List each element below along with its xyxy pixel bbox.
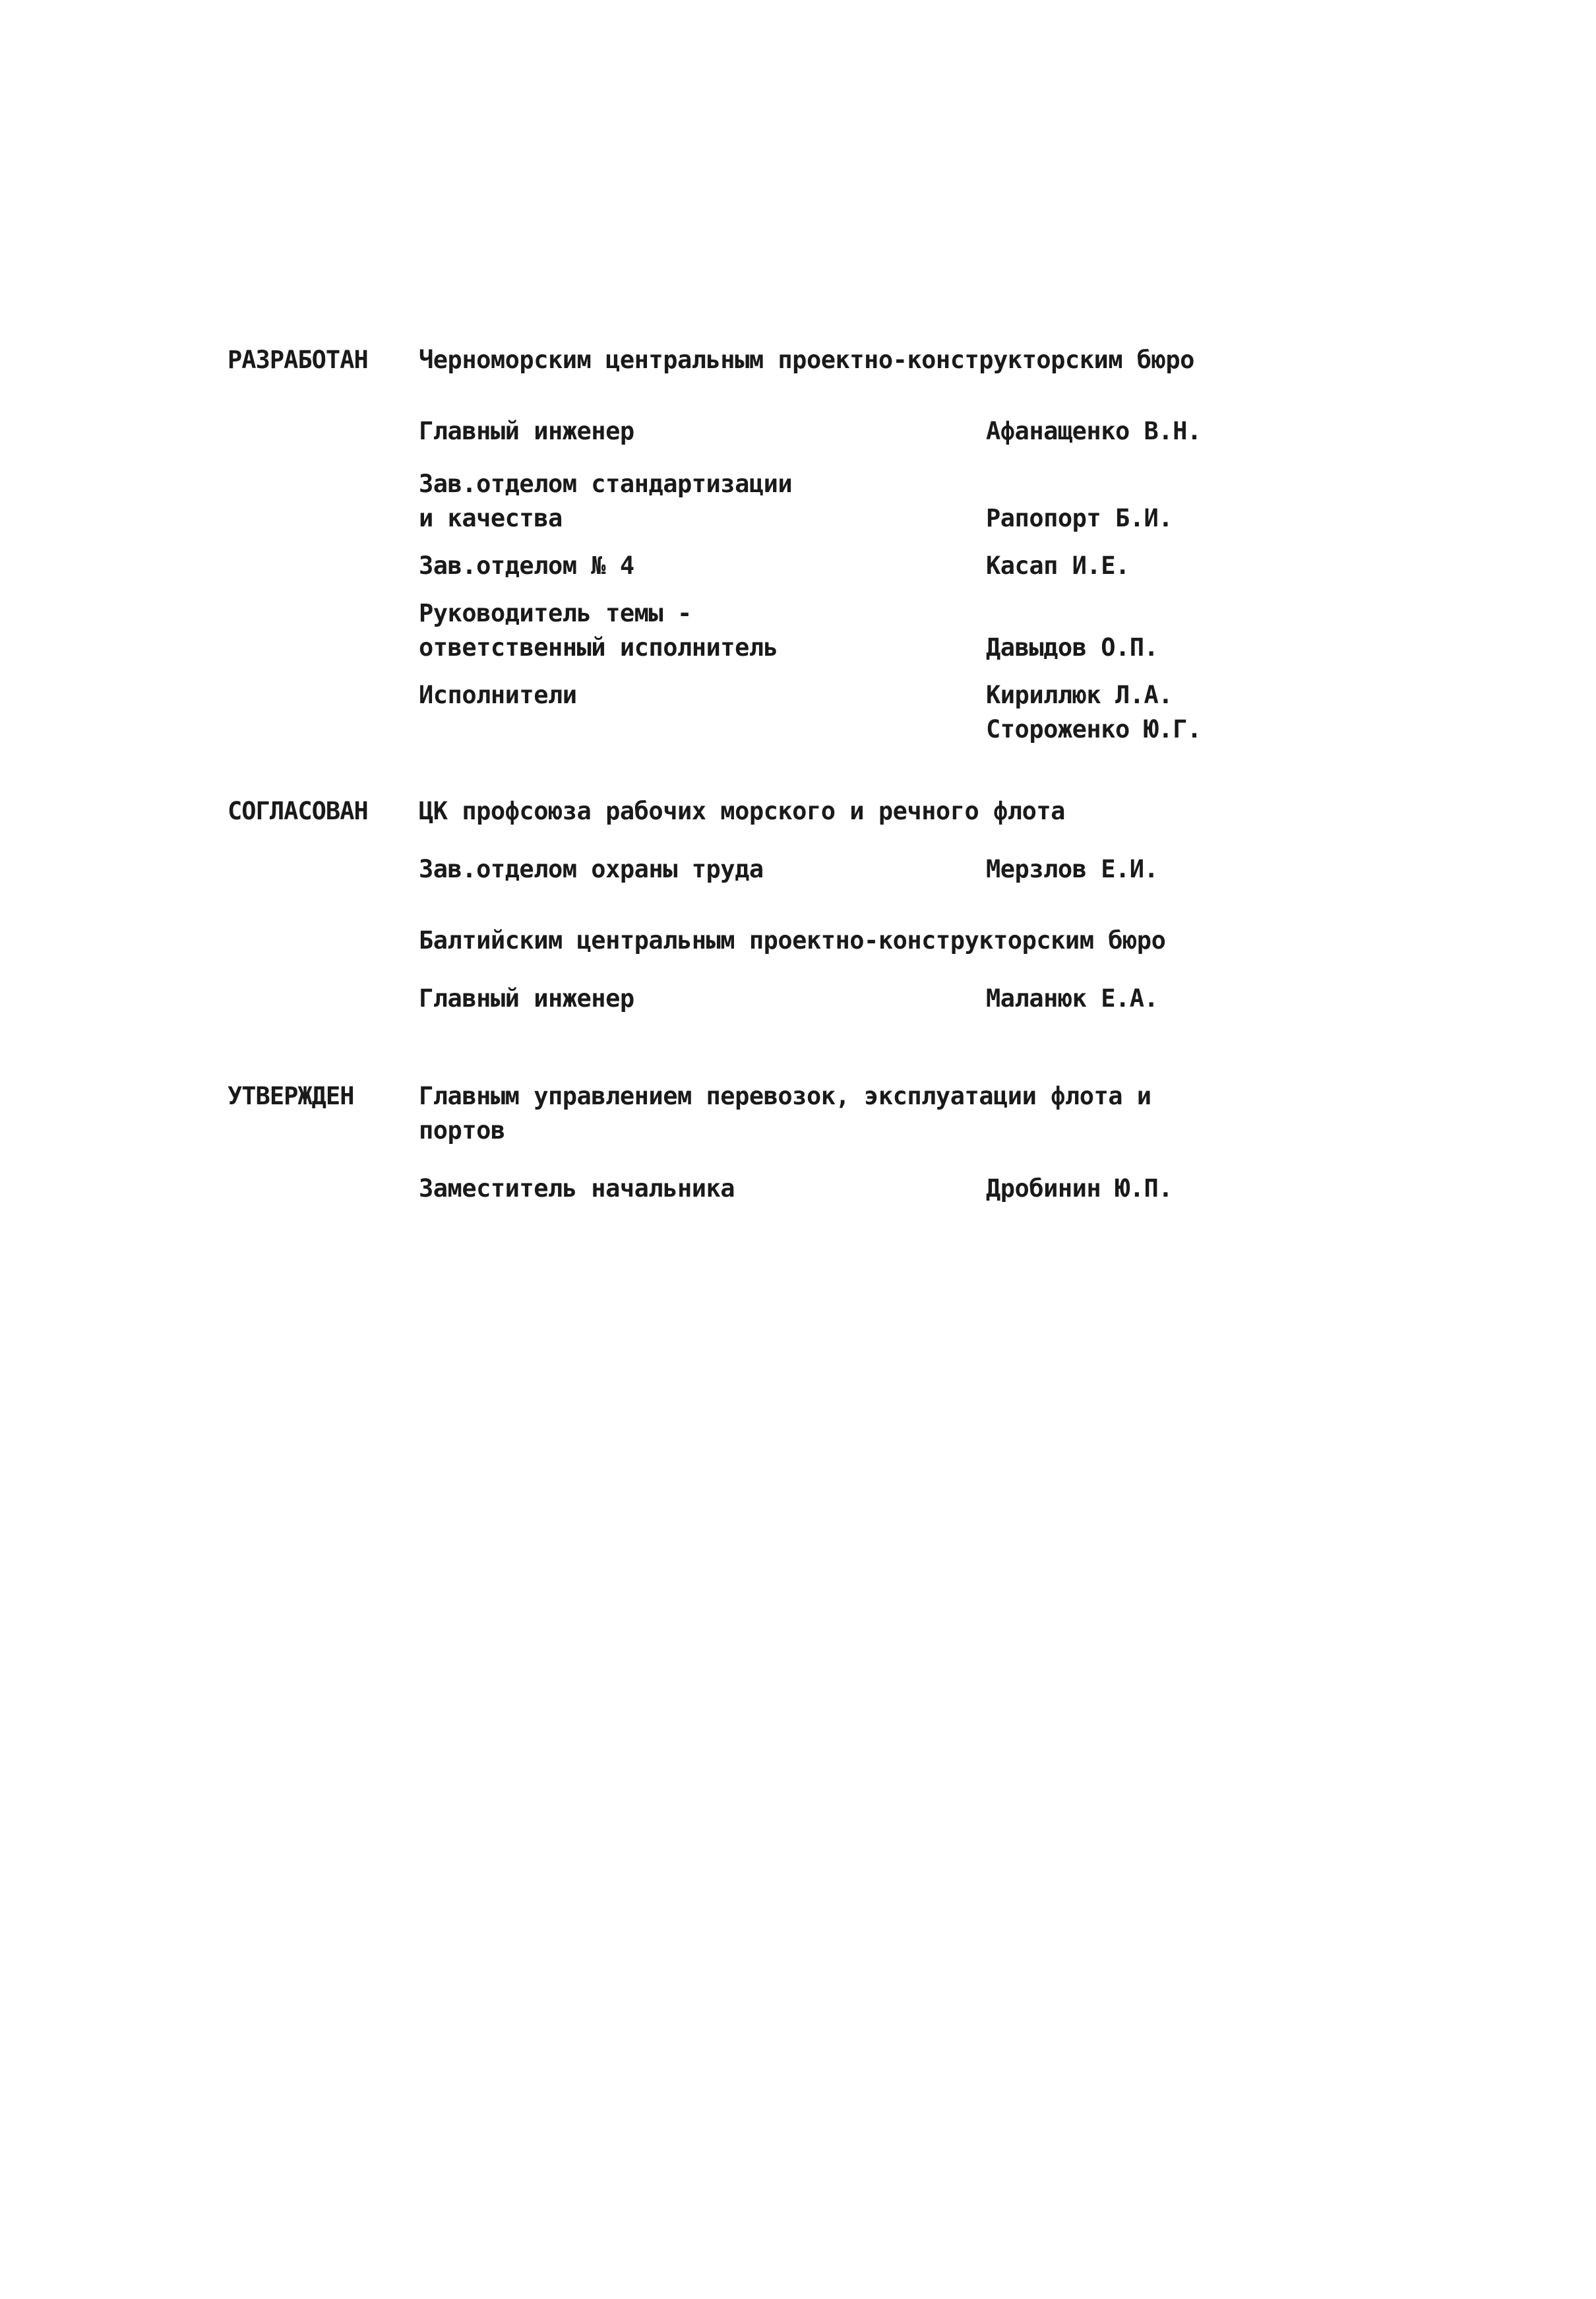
- role-title: Исполнители: [419, 681, 577, 709]
- signature-row: [419, 467, 1256, 536]
- role-title: Руководитель темы - ответственный исполнитель: [419, 599, 778, 662]
- role-title: Зав.отделом охраны труда: [419, 855, 764, 883]
- signature-row: [419, 596, 1256, 665]
- person-name: Рапопорт Б.И.: [986, 504, 1173, 532]
- section-label: РАЗРАБОТАН: [228, 346, 368, 374]
- role-title: Главный инженер: [419, 417, 634, 445]
- role-title: Зав.отделом № 4: [419, 551, 634, 580]
- role-title: Зав.отделом стандартизации и качества: [419, 470, 793, 532]
- signature-row: [419, 549, 1256, 583]
- organization-name: Черноморским центральным проектно-конструкторским бюро: [419, 346, 1194, 374]
- section-body: [419, 1079, 1256, 1219]
- signature-row: [419, 1172, 1256, 1206]
- section-label: СОГЛАСОВАН: [228, 797, 368, 825]
- person-name: Маланюк Е.А.: [986, 984, 1159, 1013]
- role-title: Заместитель начальника: [419, 1174, 735, 1203]
- role-title: Главный инженер: [419, 984, 634, 1013]
- person-name: Афанащенко В.Н.: [986, 417, 1202, 445]
- organization-name: ЦК профсоюза рабочих морского и речного флота: [419, 797, 1065, 825]
- signature-row: [419, 982, 1256, 1016]
- person-name: Кириллюк Л.А. Стороженко Ю.Г.: [986, 681, 1202, 743]
- organization-name: Балтийским центральным проектно-конструкторским бюро: [419, 926, 1166, 955]
- person-name: Давыдов О.П.: [986, 633, 1159, 662]
- signature-row: [419, 852, 1256, 887]
- section-body: [419, 343, 1256, 760]
- person-name: Мерзлов Е.И.: [986, 855, 1159, 883]
- signature-row: [419, 678, 1256, 747]
- person-name: Касап И.Е.: [986, 551, 1130, 580]
- section-body: [419, 794, 1256, 1029]
- section-label: УТВЕРЖДЕН: [228, 1082, 354, 1110]
- signature-row: [419, 414, 1256, 449]
- person-name: Дробинин Ю.П.: [986, 1174, 1173, 1203]
- organization-name: Главным управлением перевозок, эксплуатации флота и портов: [419, 1082, 1166, 1145]
